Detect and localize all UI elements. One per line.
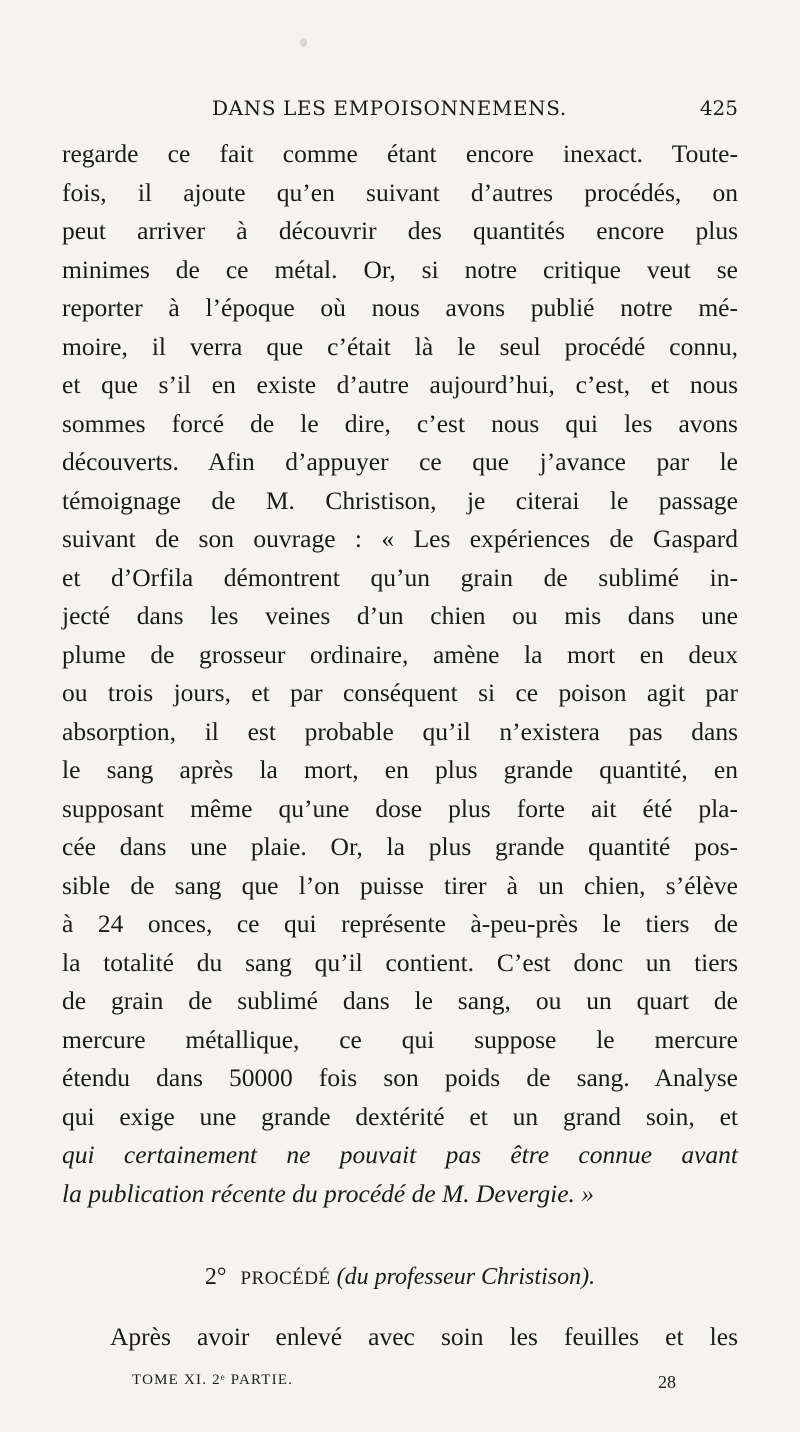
text-line: Après avoir enlevé avec soin les feuilles et les (110, 1322, 738, 1351)
page-footer (62, 1372, 738, 1396)
page-number: 425 (699, 96, 738, 120)
text-line: peut arriver à découvrir des quantités encore plus (62, 216, 738, 245)
text-line: sible de sang que l’on puisse tirer à un chien, s’élève (62, 870, 738, 900)
paper-speck (300, 38, 307, 47)
section-number: 2° (204, 1264, 233, 1290)
text-line: sommes forcé de le dire, c’est nous qui les avons (62, 408, 738, 438)
section-title: PROCÉDÉ (240, 1268, 331, 1289)
text-line: jecté dans les veines d’un chien ou mis dans une (62, 601, 738, 630)
text-line: reporter à l’époque où nous avons publié notre mé- (62, 293, 738, 322)
text-line: témoignage de M. Christison, je citerai le passage (62, 485, 738, 515)
text-line: à 24 onces, ce qui représente à-peu-près le tiers de (62, 909, 738, 938)
text-line: et que s’il en existe d’autre aujourd’hui, c’est, et nous (62, 370, 738, 399)
text-line: suivant de son ouvrage : « Les expériences de Gaspard (62, 524, 738, 553)
text-line: découverts. Afin d’appuyer ce que j’avance par le (62, 447, 738, 476)
printer-signature: TOME XI. 2ᵉ PARTIE. (132, 1372, 294, 1388)
text-line: plume de grosseur ordinaire, amène la mort en deux (62, 639, 738, 669)
text-line: le sang après la mort, en plus grande quantité, en (62, 755, 738, 784)
body-text (62, 135, 738, 1213)
italic-text-line: qui certainement ne pouvait pas être connue avant (62, 1140, 738, 1169)
text-line: moire, il verra que c’était là le seul procédé connu, (62, 331, 738, 361)
text-line: regarde ce fait comme étant encore inexact. Toute- (62, 139, 738, 168)
signature-number: 28 (658, 1372, 676, 1392)
text-line: la totalité du sang qu’il contient. C’est donc un tiers (62, 947, 738, 977)
text-line: minimes de ce métal. Or, si notre critique veut se (62, 254, 738, 284)
running-head (62, 96, 738, 126)
text-line: mercure métallique, ce qui suppose le mercure (62, 1024, 738, 1054)
text-line: qui exige une grande dextérité et un grand soin, et (62, 1101, 738, 1131)
text-line: supposant même qu’une dose plus forte ait été pla- (62, 793, 738, 823)
text-line: ou trois jours, et par conséquent si ce poison agit par (62, 678, 738, 707)
text-line: étendu dans 50000 fois son poids de sang. Analyse (62, 1063, 738, 1092)
text-line: cée dans une plaie. Or, la plus grande quantité pos- (62, 832, 738, 861)
section-heading (62, 1264, 738, 1291)
text-line: absorption, il est probable qu’il n’existera pas dans (62, 716, 738, 746)
paragraph-start (62, 1318, 738, 1357)
running-title: DANS LES EMPOISONNEMENS. (212, 96, 567, 120)
italic-text-line: la publication récente du procédé de M. Devergie. » (62, 1178, 595, 1208)
text-line: et d’Orfila démontrent qu’un grain de sublimé in- (62, 562, 738, 592)
section-subtitle: (du professeur Christison). (336, 1264, 596, 1290)
text-line: de grain de sublimé dans le sang, ou un quart de (62, 986, 738, 1015)
text-line: fois, il ajoute qu’en suivant d’autres procédés, on (62, 177, 738, 207)
